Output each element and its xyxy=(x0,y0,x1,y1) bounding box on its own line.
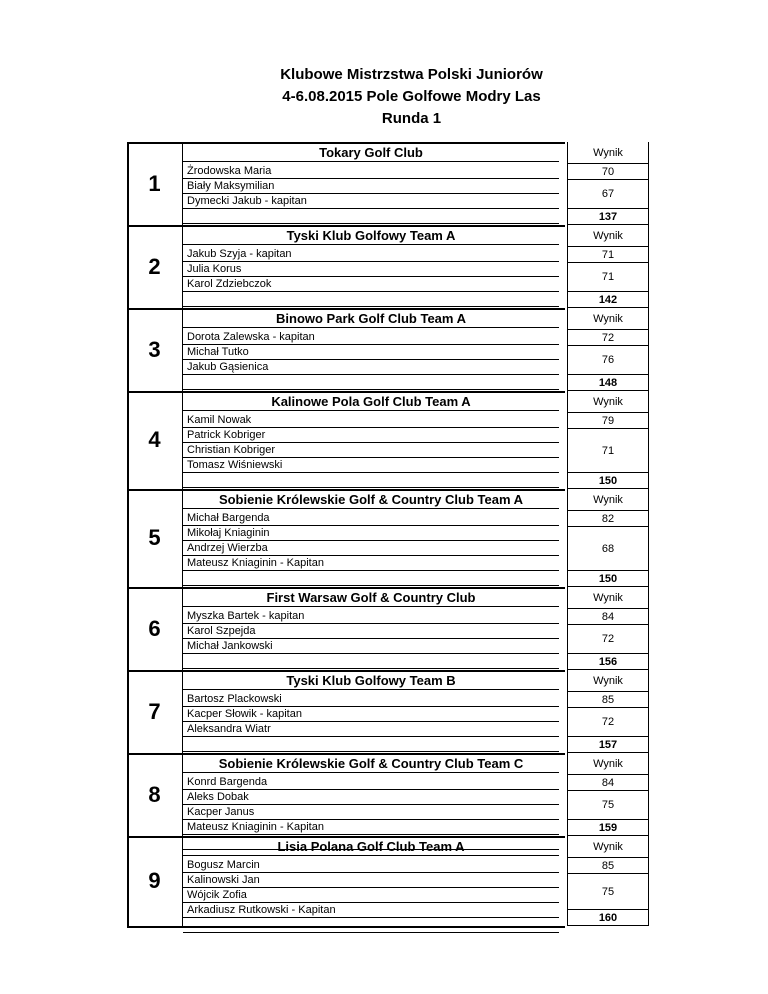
team-rank: 1 xyxy=(127,142,183,225)
team-rank: 6 xyxy=(127,587,183,670)
title-line-2: 4-6.08.2015 Pole Golfowe Modry Las xyxy=(282,88,541,105)
team-name: First Warsaw Golf & Country Club xyxy=(183,587,559,607)
team-block xyxy=(127,587,649,670)
player-row: Mateusz Kniaginin - Kapitan xyxy=(183,820,559,835)
player-list xyxy=(183,164,559,224)
player-row: Christian Kobriger xyxy=(183,443,559,458)
score-column xyxy=(567,753,649,836)
score-round-b: 72 xyxy=(567,708,649,737)
team-name: Sobienie Królewskie Golf & Country Club Team C xyxy=(183,753,559,773)
team-rank: 3 xyxy=(127,308,183,391)
player-row-empty xyxy=(183,375,559,390)
team-block xyxy=(127,670,649,753)
player-row-empty xyxy=(183,473,559,488)
team-total: 157 xyxy=(567,737,649,753)
player-row: Julia Korus xyxy=(183,262,559,277)
team-block xyxy=(127,142,649,225)
score-column xyxy=(567,836,649,926)
player-row: Jakub Gąsienica xyxy=(183,360,559,375)
team-name: Binowo Park Golf Club Team A xyxy=(183,308,559,328)
player-row: Konrd Bargenda xyxy=(183,775,559,790)
score-round-a: 85 xyxy=(567,858,649,874)
team-total: 159 xyxy=(567,820,649,836)
player-list xyxy=(183,609,559,669)
player-row: Wójcik Zofia xyxy=(183,888,559,903)
player-row: Kamil Nowak xyxy=(183,413,559,428)
player-row: Arkadiusz Rutkowski - Kapitan xyxy=(183,903,559,918)
score-round-b: 71 xyxy=(567,429,649,473)
player-list xyxy=(183,858,559,933)
score-column xyxy=(567,587,649,670)
player-row-empty xyxy=(183,654,559,669)
wynik-header: Wynik xyxy=(567,587,649,609)
player-row: Bogusz Marcin xyxy=(183,858,559,873)
sheet-bottom-border xyxy=(127,926,565,928)
score-round-b: 68 xyxy=(567,527,649,571)
player-list xyxy=(183,330,559,390)
wynik-header: Wynik xyxy=(567,836,649,858)
wynik-header: Wynik xyxy=(567,142,649,164)
team-name: Tyski Klub Golfowy Team A xyxy=(183,225,559,245)
team-total: 150 xyxy=(567,571,649,587)
player-row: Aleksandra Wiatr xyxy=(183,722,559,737)
team-total: 137 xyxy=(567,209,649,225)
score-round-a: 79 xyxy=(567,413,649,429)
wynik-header: Wynik xyxy=(567,308,649,330)
score-column xyxy=(567,489,649,587)
player-row: Mikołaj Kniaginin xyxy=(183,526,559,541)
score-round-b: 71 xyxy=(567,263,649,292)
team-block xyxy=(127,225,649,308)
player-row: Biały Maksymilian xyxy=(183,179,559,194)
player-row: Dorota Zalewska - kapitan xyxy=(183,330,559,345)
score-column xyxy=(567,225,649,308)
wynik-header: Wynik xyxy=(567,489,649,511)
score-round-b: 72 xyxy=(567,625,649,654)
score-round-a: 71 xyxy=(567,247,649,263)
team-total: 150 xyxy=(567,473,649,489)
player-row-empty xyxy=(183,737,559,752)
score-column xyxy=(567,391,649,489)
score-round-a: 70 xyxy=(567,164,649,180)
player-row: Michał Jankowski xyxy=(183,639,559,654)
player-row: Jakub Szyja - kapitan xyxy=(183,247,559,262)
player-row: Karol Zdziebczok xyxy=(183,277,559,292)
team-rank: 2 xyxy=(127,225,183,308)
document-title xyxy=(0,64,768,130)
title-line-3: Runda 1 xyxy=(381,110,442,127)
score-column xyxy=(567,670,649,753)
score-round-b: 76 xyxy=(567,346,649,375)
player-list xyxy=(183,413,559,488)
player-row: Aleks Dobak xyxy=(183,790,559,805)
score-column xyxy=(567,142,649,225)
player-list xyxy=(183,511,559,586)
team-rank: 8 xyxy=(127,753,183,836)
player-row: Kalinowski Jan xyxy=(183,873,559,888)
team-total: 148 xyxy=(567,375,649,391)
score-round-a: 82 xyxy=(567,511,649,527)
title-line-1: Klubowe Mistrzstwa Polski Juniorów xyxy=(280,66,543,83)
team-total: 156 xyxy=(567,654,649,670)
wynik-header: Wynik xyxy=(567,753,649,775)
player-row: Kacper Janus xyxy=(183,805,559,820)
score-round-a: 72 xyxy=(567,330,649,346)
player-row: Patrick Kobriger xyxy=(183,428,559,443)
player-list xyxy=(183,247,559,307)
player-row: Myszka Bartek - kapitan xyxy=(183,609,559,624)
team-rank: 9 xyxy=(127,836,183,926)
team-name: Kalinowe Pola Golf Club Team A xyxy=(183,391,559,411)
player-row: Mateusz Kniaginin - Kapitan xyxy=(183,556,559,571)
score-column xyxy=(567,308,649,391)
score-round-b: 75 xyxy=(567,791,649,820)
player-row-empty xyxy=(183,571,559,586)
team-name: Tokary Golf Club xyxy=(183,142,559,162)
player-row: Żrodowska Maria xyxy=(183,164,559,179)
team-block xyxy=(127,391,649,489)
score-round-a: 84 xyxy=(567,775,649,791)
team-name: Tyski Klub Golfowy Team B xyxy=(183,670,559,690)
team-block xyxy=(127,836,649,926)
team-total: 160 xyxy=(567,910,649,926)
player-row: Andrzej Wierzba xyxy=(183,541,559,556)
player-row: Tomasz Wiśniewski xyxy=(183,458,559,473)
team-name: Sobienie Królewskie Golf & Country Club Team A xyxy=(183,489,559,509)
player-row: Michał Tutko xyxy=(183,345,559,360)
player-row: Kacper Słowik - kapitan xyxy=(183,707,559,722)
wynik-header: Wynik xyxy=(567,670,649,692)
player-row: Karol Szpejda xyxy=(183,624,559,639)
score-round-b: 75 xyxy=(567,874,649,910)
team-rank: 4 xyxy=(127,391,183,489)
team-total: 142 xyxy=(567,292,649,308)
player-row: Bartosz Plackowski xyxy=(183,692,559,707)
score-round-b: 67 xyxy=(567,180,649,209)
player-row: Dymecki Jakub - kapitan xyxy=(183,194,559,209)
score-round-a: 84 xyxy=(567,609,649,625)
wynik-header: Wynik xyxy=(567,225,649,247)
player-row: Michał Bargenda xyxy=(183,511,559,526)
team-rank: 7 xyxy=(127,670,183,753)
team-rank: 5 xyxy=(127,489,183,587)
player-row-empty xyxy=(183,209,559,224)
team-name: Lisia Polana Golf Club Team A xyxy=(183,836,559,856)
team-block xyxy=(127,489,649,587)
wynik-header: Wynik xyxy=(567,391,649,413)
team-block xyxy=(127,753,649,836)
team-block xyxy=(127,308,649,391)
player-row-empty xyxy=(183,292,559,307)
player-list xyxy=(183,692,559,752)
score-round-a: 85 xyxy=(567,692,649,708)
